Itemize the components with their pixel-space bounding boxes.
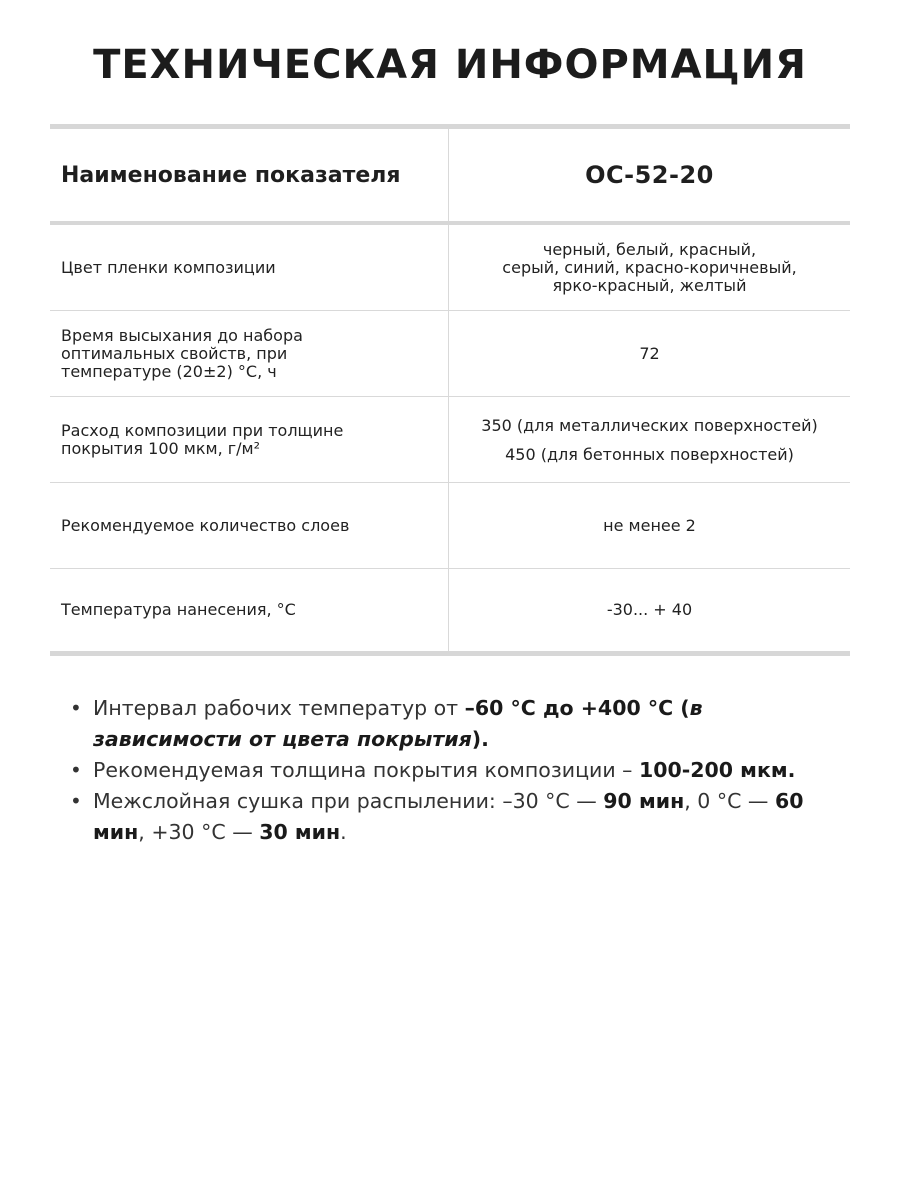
value-line: 350 (для металлических поверхностей) [481,415,818,435]
tech-info-table [50,124,850,656]
value-line: черный, белый, красный, [542,239,757,259]
table-row [50,310,850,396]
bullet-icon: • [70,696,82,720]
value-line: -30... + 40 [606,600,693,619]
notes-list [70,693,830,848]
value-line: ярко-красный, желтый [552,275,747,295]
parameter-label: Цвет пленки композиции [61,257,276,277]
table-row [50,568,850,651]
header-product-cell [449,129,850,221]
value-line: не менее 2 [603,515,696,535]
value-line: серый, синий, красно-коричневый, [502,257,797,277]
list-item: • Рекомендуемая толщина покрытия композиции – 100-200 мкм. [70,755,830,786]
parameter-label: Время высыхания до набора оптимальных свойств, при температуре (20±2) °С, ч [61,325,303,381]
parameter-label: Температура нанесения, °С [61,600,296,619]
value-line: 72 [639,343,660,363]
header-parameter-label: Наименование показателя [61,162,401,188]
parameter-label: Рекомендуемое количество слоев [61,515,350,535]
table-header-row [50,129,850,225]
value-line: 450 (для бетонных поверхностей) [505,444,794,464]
header-product-label: ОС-52-20 [585,161,714,189]
table-row [50,396,850,482]
table-row [50,482,850,568]
parameter-label: Расход композиции при толщине покрытия 100 мкм, г/м² [61,420,344,458]
bullet-icon: • [70,758,82,782]
list-item: • Интервал рабочих температур от –60 °С до +400 °С (в зависимости от цвета покрытия). [70,693,830,755]
header-parameter-cell [50,129,449,221]
page-title: ТЕХНИЧЕСКАЯ ИНФОРМАЦИЯ [93,42,807,88]
table-row [50,225,850,310]
list-item: • Межслойная сушка при распылении: –30 °С — 90 мин, 0 °С — 60 мин, +30 °С — 30 мин. [70,786,830,848]
bullet-icon: • [70,789,82,813]
